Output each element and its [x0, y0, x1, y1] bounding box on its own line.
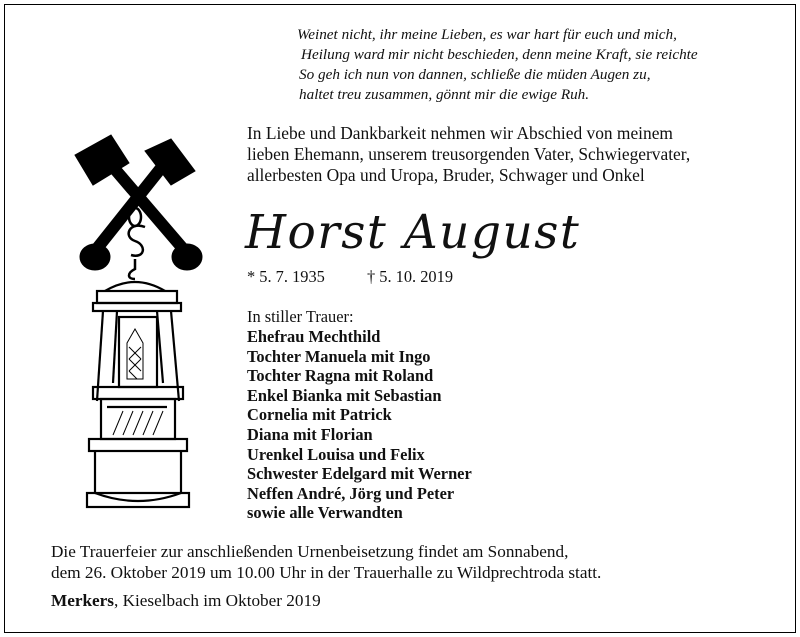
- mourner: Tochter Ragna mit Roland: [247, 366, 434, 386]
- mourner: Diana mit Florian: [247, 424, 373, 444]
- mourner: Schwester Edelgard mit Werner: [247, 464, 472, 484]
- poem-line: haltet treu zusammen, gönnt mir die ewige Ruh.: [299, 86, 590, 103]
- intro-line: In Liebe und Dankbarkeit nehmen wir Abschied von meinem: [247, 123, 673, 143]
- ceremony-line: dem 26. Oktober 2019 um 10.00 Uhr in der Trauerhalle zu Wildprechtroda statt.: [51, 563, 602, 582]
- place-and-date: [51, 590, 321, 611]
- life-dates: [247, 267, 453, 287]
- mourning-label: In stiller Trauer:: [247, 307, 354, 326]
- intro-text: [247, 123, 787, 186]
- ceremony-line: Die Trauerfeier zur anschließenden Urnenbeisetzung findet am Sonnabend,: [51, 542, 569, 561]
- mourner: sowie alle Verwandten: [247, 503, 403, 523]
- miners-hammer-and-pick-with-lamp-icon: [67, 133, 217, 517]
- mourner: Neffen André, Jörg und Peter: [247, 483, 455, 503]
- mourner: Urenkel Louisa und Felix: [247, 444, 425, 464]
- mourner: Cornelia mit Patrick: [247, 405, 392, 425]
- poem: [297, 25, 787, 105]
- intro-line: lieben Ehemann, unserem treusorgenden Vater, Schwiegervater,: [247, 144, 691, 164]
- deceased-name: Horst August: [245, 205, 581, 260]
- poem-line: Heilung ward mir nicht beschieden, denn meine Kraft, sie reichte: [301, 46, 698, 63]
- place-name: Merkers: [51, 591, 114, 610]
- place-rest: , Kieselbach im Oktober 2019: [114, 591, 321, 610]
- intro-line: allerbesten Opa und Uropa, Bruder, Schwager und Onkel: [247, 165, 645, 185]
- birth-date: * 5. 7. 1935: [247, 267, 325, 286]
- poem-line: So geh ich nun von dannen, schließe die müden Augen zu,: [299, 66, 651, 83]
- mourners-list: [247, 327, 472, 523]
- mourner: Ehefrau Mechthild: [247, 327, 381, 346]
- poem-line: Weinet nicht, ihr meine Lieben, es war hart für euch und mich,: [297, 26, 677, 43]
- ceremony-info: [51, 541, 601, 583]
- mourner: Enkel Bianka mit Sebastian: [247, 385, 442, 405]
- obituary-notice: [4, 4, 796, 633]
- mourner: Tochter Manuela mit Ingo: [247, 346, 431, 366]
- death-date: † 5. 10. 2019: [366, 267, 454, 286]
